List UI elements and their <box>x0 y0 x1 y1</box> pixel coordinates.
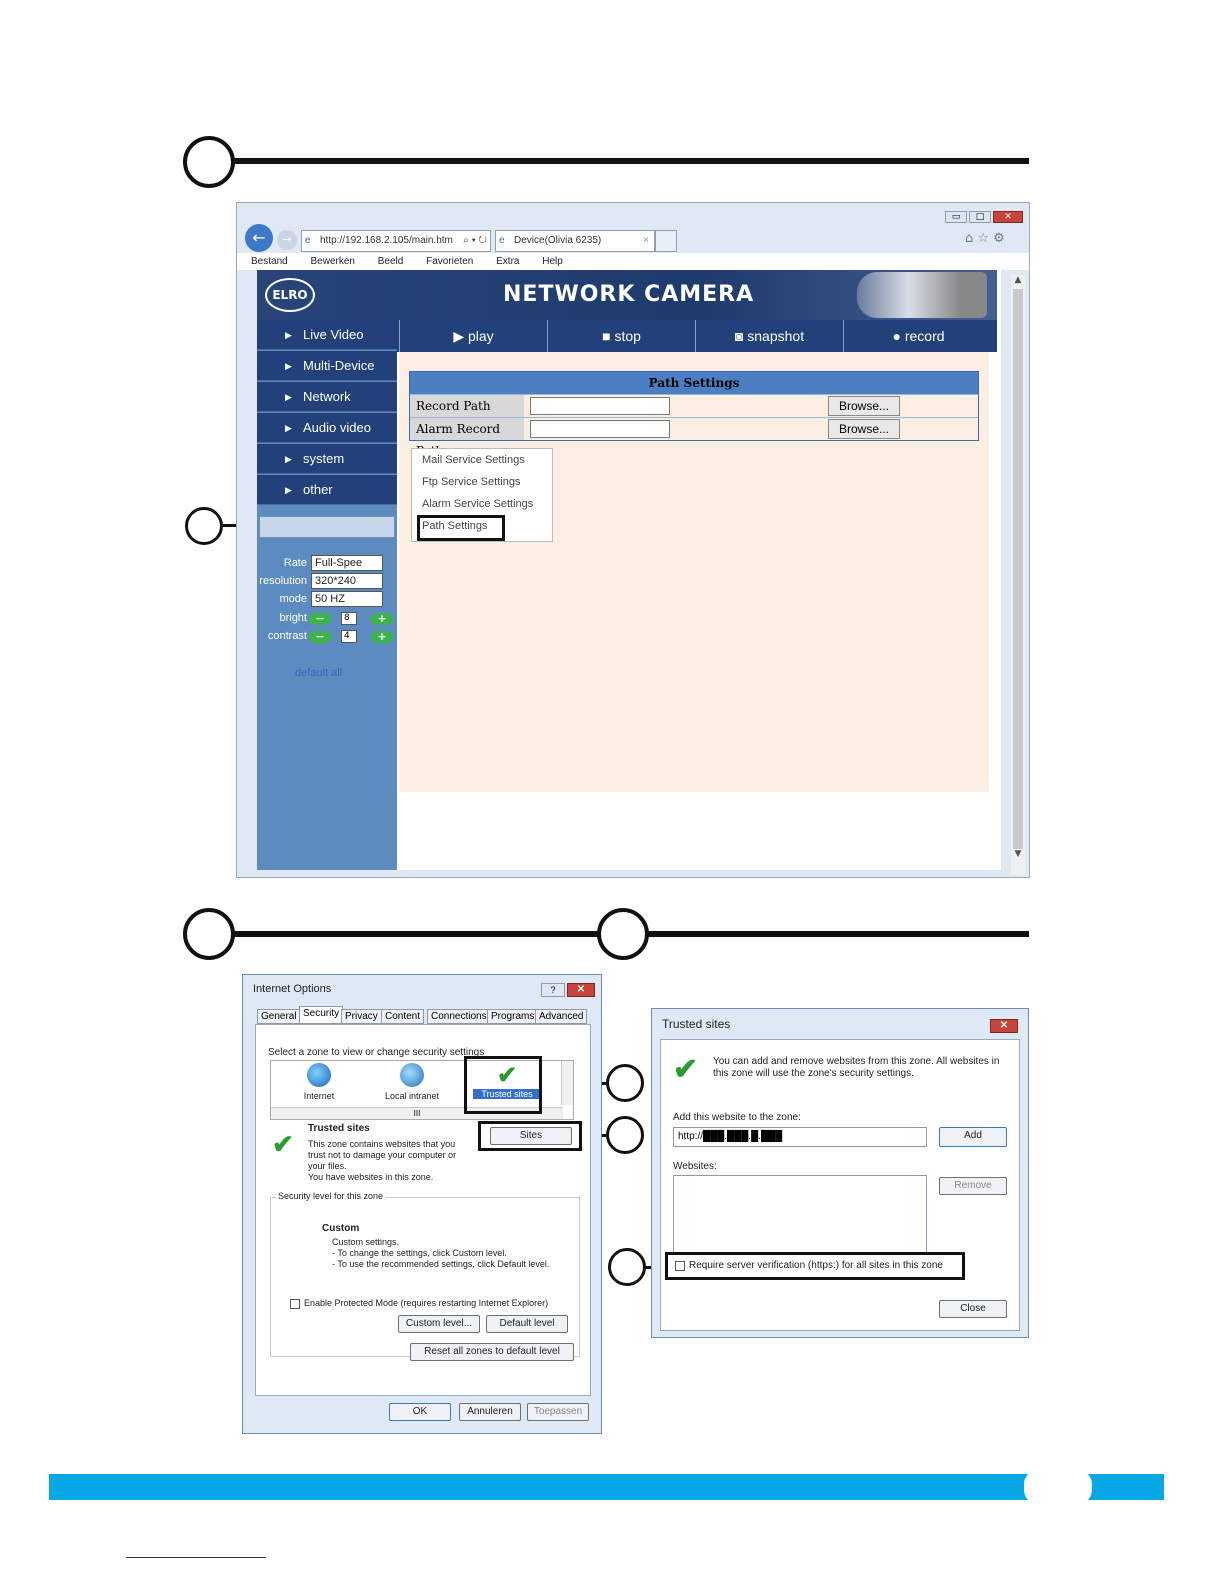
step-marker-line <box>648 931 1029 937</box>
checkmark-icon: ✔ <box>272 1129 294 1159</box>
bright-minus-button[interactable]: − <box>309 613 331 625</box>
stop-button[interactable]: ■ stop <box>547 320 695 352</box>
zone-description: This zone contains websites that you <box>308 1139 456 1149</box>
back-icon[interactable]: ← <box>245 224 273 252</box>
step-marker-line <box>234 158 1029 164</box>
tab-general[interactable]: General <box>257 1009 301 1024</box>
camera-image <box>857 272 987 318</box>
trusted-sites-dialog <box>651 1008 1029 1338</box>
footer-page-slot <box>1024 1470 1092 1504</box>
contrast-label: contrast <box>267 630 307 642</box>
stop-icon: ■ <box>602 328 615 344</box>
play-icon: ▶ <box>453 328 468 344</box>
scroll-thumb[interactable] <box>1013 289 1023 849</box>
dialog-title: Trusted sites <box>662 1017 731 1031</box>
websites-label: Websites: <box>673 1161 717 1172</box>
menu-item[interactable]: Bewerken <box>310 256 355 267</box>
highlight-sites-button <box>478 1121 582 1151</box>
custom-line: Custom settings. <box>332 1237 400 1247</box>
alarm-record-path-browse-button[interactable]: Browse... <box>828 419 900 439</box>
cancel-button[interactable]: Annuleren <box>459 1403 521 1421</box>
close-button[interactable]: ✕ <box>567 983 595 997</box>
default-level-button[interactable]: Default level <box>486 1315 568 1333</box>
snapshot-button[interactable]: ◙ snapshot <box>695 320 843 352</box>
sidebar-item-multi-device[interactable]: ▶ Multi-Device <box>257 351 397 381</box>
record-path-input[interactable] <box>530 397 670 415</box>
menu-item[interactable]: Beeld <box>377 256 404 267</box>
contrast-minus-button[interactable]: − <box>309 631 331 643</box>
rate-select[interactable]: Full-Spee <box>311 555 383 571</box>
security-level-label: Security level for this zone <box>278 1191 384 1201</box>
globe-icon <box>307 1063 331 1087</box>
maximize-button[interactable]: □ <box>969 211 991 223</box>
tab-programs[interactable]: Programs <box>487 1009 538 1024</box>
zone-local-intranet[interactable]: Local intranet <box>379 1063 445 1101</box>
highlight-path-settings <box>417 515 505 541</box>
bright-plus-button[interactable]: + <box>371 613 393 625</box>
trusted-sites-panel <box>660 1039 1020 1331</box>
tab-privacy[interactable]: Privacy <box>341 1009 382 1024</box>
add-button[interactable]: Add <box>939 1127 1007 1147</box>
step-marker-circle <box>597 908 649 960</box>
browser-window <box>236 202 1030 878</box>
default-all-link[interactable]: default all <box>295 667 343 679</box>
ie-page-icon: e <box>305 235 311 246</box>
alarm-record-path-label: Alarm Record <box>410 418 524 440</box>
apply-button[interactable]: Toepassen <box>527 1403 589 1421</box>
highlight-trusted-sites <box>464 1056 542 1114</box>
zone-description: You have websites in this zone. <box>308 1172 434 1182</box>
zone-hscrollbar[interactable]: III <box>271 1107 563 1119</box>
security-level-group <box>270 1197 580 1357</box>
remove-button[interactable]: Remove <box>939 1177 1007 1195</box>
footer-bar <box>49 1474 1164 1500</box>
record-icon: ● <box>892 328 905 344</box>
address-bar[interactable]: e http://192.168.2.105/main.htm ⌕ ▾ ↻ <box>301 230 491 252</box>
close-button[interactable]: ✕ <box>990 1019 1018 1033</box>
elro-logo: ELRO <box>265 278 315 312</box>
rate-label: Rate <box>283 557 307 569</box>
close-tab-icon[interactable]: × <box>643 235 649 246</box>
zone-trusted-sites[interactable]: ✔ Trusted sites <box>473 1063 541 1099</box>
footer-rule <box>126 1557 266 1558</box>
bright-value: 8 <box>341 612 357 625</box>
info-text: You can add and remove websites from this zone. All websites in <box>713 1056 1000 1067</box>
scrollbar[interactable] <box>1011 275 1025 875</box>
tab-security[interactable]: Security <box>299 1006 343 1024</box>
zone-internet[interactable]: Internet <box>291 1063 347 1101</box>
sidebar-item-system[interactable]: ▶ system <box>257 444 397 474</box>
step-marker-circle <box>183 908 235 960</box>
custom-level-button[interactable]: Custom level... <box>398 1315 480 1333</box>
resolution-select[interactable]: 320*240 <box>311 573 383 589</box>
record-path-label: Record Path <box>410 395 524 417</box>
tab-content[interactable]: Content <box>381 1009 424 1024</box>
reset-all-zones-button[interactable]: Reset all zones to default level <box>410 1343 574 1361</box>
highlight-require-https <box>665 1252 965 1280</box>
table-row <box>410 417 978 440</box>
callout-circle <box>608 1248 646 1286</box>
tab-connections[interactable]: Connections <box>427 1009 491 1024</box>
banner-title: NETWORK CAMERA <box>503 282 755 307</box>
menu-item[interactable]: Bestand <box>251 256 288 267</box>
contrast-value: 4 <box>341 630 357 643</box>
callout-circle <box>606 1116 644 1154</box>
callout-circle <box>185 507 223 545</box>
step-marker-line <box>234 931 598 937</box>
record-path-browse-button[interactable]: Browse... <box>828 396 900 416</box>
layout-selector[interactable] <box>259 516 395 538</box>
menu-item[interactable]: Extra <box>496 256 520 267</box>
submenu-item-path[interactable]: Path Settings <box>422 520 488 532</box>
protected-mode-label: Enable Protected Mode (requires restarting Internet Explorer) <box>304 1298 549 1308</box>
require-https-label: Require server verification (https:) for all sites in this zone <box>689 1260 943 1271</box>
website-input[interactable]: http://███.███.█.███ <box>673 1127 927 1147</box>
camera-banner <box>257 270 997 320</box>
submenu-item-mail[interactable]: Mail Service Settings <box>422 454 525 466</box>
checkmark-icon: ✔ <box>673 1053 699 1086</box>
scroll-up-icon[interactable]: ▲ <box>1014 275 1022 285</box>
info-text: this zone will use the zone's security settings. <box>713 1068 914 1079</box>
zone-description: your files. <box>308 1161 347 1171</box>
record-button[interactable]: ● record <box>843 320 993 352</box>
checkmark-icon: ✔ <box>496 1062 518 1089</box>
sidebar-item-live-video[interactable]: ▶ Live Video <box>257 320 397 350</box>
zone-description: trust not to damage your computer or <box>308 1150 457 1160</box>
menu-item[interactable]: Help <box>542 256 563 267</box>
home-star-gear-icons[interactable]: ⌂ ☆ ⚙ <box>965 231 1005 246</box>
mode-select[interactable]: 50 HZ <box>311 591 383 607</box>
tab-advanced[interactable]: Advanced <box>535 1009 587 1024</box>
dialog-title: Internet Options <box>253 983 332 995</box>
intranet-icon <box>400 1063 424 1087</box>
zone-heading: Trusted sites <box>308 1123 370 1134</box>
callout-circle <box>606 1064 644 1102</box>
minimize-button[interactable]: ▭ <box>945 211 967 223</box>
ie-page-icon: e <box>499 235 505 246</box>
play-button[interactable]: ▶ play <box>399 320 547 352</box>
menu-item[interactable]: Favorieten <box>426 256 474 267</box>
sidebar-item-audio-video[interactable]: ▶ Audio video <box>257 413 397 443</box>
ok-button[interactable]: OK <box>389 1403 451 1421</box>
step-marker-circle <box>183 136 235 188</box>
path-settings-header: Path Settings <box>410 372 978 394</box>
bright-label: bright <box>279 612 307 624</box>
contrast-plus-button[interactable]: + <box>371 631 393 643</box>
scroll-down-icon[interactable]: ▼ <box>1014 849 1022 859</box>
new-tab[interactable] <box>655 230 677 252</box>
mode-label: mode <box>279 593 307 605</box>
table-row <box>410 394 978 417</box>
close-button[interactable]: ✕ <box>993 211 1023 223</box>
sites-button[interactable]: Sites <box>490 1127 572 1145</box>
menu-bar <box>237 253 1030 270</box>
security-panel <box>255 1024 591 1396</box>
websites-list[interactable] <box>673 1175 927 1253</box>
tab-device[interactable]: e Device(Olivia 6235) × <box>495 230 655 252</box>
add-label: Add this website to the zone: <box>673 1112 801 1123</box>
camera-icon: ◙ <box>734 328 748 344</box>
zone-scrollbar[interactable] <box>561 1061 573 1105</box>
resolution-label: resolution <box>259 575 307 587</box>
search-refresh-icons[interactable]: ⌕ ▾ ↻ <box>463 235 487 246</box>
path-settings-table <box>409 371 979 441</box>
forward-icon[interactable]: → <box>277 230 297 250</box>
zone-prompt: Select a zone to view or change security settings <box>268 1047 485 1058</box>
camera-page <box>257 270 1001 870</box>
submenu-item-ftp[interactable]: Ftp Service Settings <box>422 476 521 488</box>
sidebar-item-network[interactable]: ▶ Network <box>257 382 397 412</box>
internet-options-dialog <box>242 974 602 1434</box>
help-button[interactable]: ? <box>541 983 565 997</box>
sidebar-item-other[interactable]: ▶ other <box>257 475 397 505</box>
close-dialog-button[interactable]: Close <box>939 1300 1007 1318</box>
custom-line: - To change the settings, click Custom level. <box>332 1248 507 1258</box>
custom-line: - To use the recommended settings, click Default level. <box>332 1259 550 1269</box>
custom-heading: Custom <box>322 1223 360 1234</box>
alarm-record-path-input[interactable] <box>530 420 670 438</box>
protected-mode-checkbox[interactable] <box>290 1299 300 1309</box>
sidebar <box>257 320 397 870</box>
submenu-item-alarm[interactable]: Alarm Service Settings <box>422 498 534 510</box>
